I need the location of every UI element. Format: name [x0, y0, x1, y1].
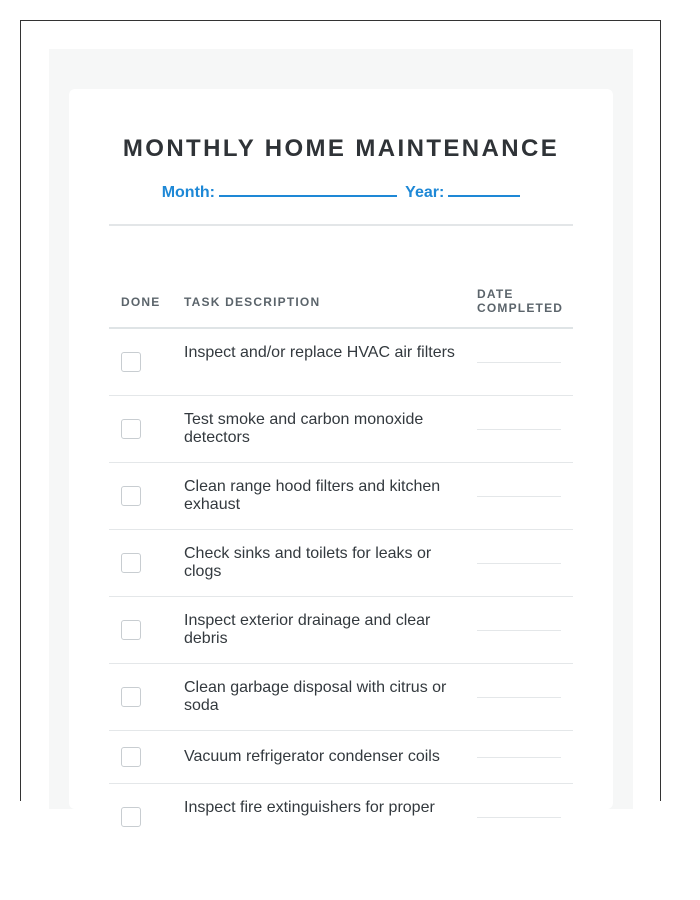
task-description: Clean range hood filters and kitchen exhaust	[184, 478, 441, 513]
month-label: Month:	[161, 184, 215, 201]
table-row	[109, 530, 573, 597]
date-completed-field[interactable]	[477, 563, 561, 564]
date-completed-field[interactable]	[477, 429, 561, 430]
document-page	[20, 20, 661, 816]
table-row	[109, 731, 573, 784]
date-completed-field[interactable]	[477, 757, 561, 758]
column-header-done: DONE	[121, 295, 161, 309]
page-title: MONTHLY HOME MAINTENANCE	[122, 135, 560, 162]
column-header-date-line2: COMPLETED	[477, 301, 564, 315]
column-header-date-line1: DATE	[477, 287, 514, 301]
done-checkbox[interactable]	[121, 687, 141, 707]
date-completed-field[interactable]	[477, 630, 561, 631]
done-checkbox[interactable]	[121, 553, 141, 573]
task-description: Vacuum refrigerator condenser coils	[184, 748, 440, 765]
task-description: Clean garbage disposal with citrus or soda	[184, 679, 447, 714]
done-checkbox[interactable]	[121, 419, 141, 439]
done-checkbox[interactable]	[121, 352, 141, 372]
month-blank[interactable]	[219, 181, 397, 197]
date-completed-field[interactable]	[477, 362, 561, 363]
task-description: Check sinks and toilets for leaks or clogs	[184, 545, 432, 580]
task-description: Inspect fire extinguishers for proper	[184, 799, 435, 816]
date-completed-field[interactable]	[477, 817, 561, 818]
column-header-task: TASK DESCRIPTION	[184, 295, 321, 309]
table-row	[109, 664, 573, 731]
column-header-date	[477, 287, 563, 315]
table-row	[109, 784, 573, 851]
date-completed-field[interactable]	[477, 697, 561, 698]
task-description: Inspect and/or replace HVAC air filters	[184, 344, 455, 361]
done-checkbox[interactable]	[121, 807, 141, 827]
done-checkbox[interactable]	[121, 747, 141, 767]
done-checkbox[interactable]	[121, 486, 141, 506]
task-description: Inspect exterior drainage and clear debris	[184, 612, 431, 647]
table-row	[109, 329, 573, 396]
header-divider	[109, 224, 573, 226]
maintenance-table	[109, 249, 573, 851]
done-checkbox[interactable]	[121, 620, 141, 640]
date-completed-field[interactable]	[477, 496, 561, 497]
month-year-line	[69, 181, 613, 202]
table-row	[109, 396, 573, 463]
table-row	[109, 597, 573, 664]
table-row	[109, 463, 573, 530]
table-header	[109, 249, 573, 329]
checklist-card	[69, 89, 613, 816]
year-blank[interactable]	[448, 181, 520, 197]
task-description: Test smoke and carbon monoxide detectors	[184, 411, 424, 446]
year-label: Year:	[405, 184, 445, 201]
